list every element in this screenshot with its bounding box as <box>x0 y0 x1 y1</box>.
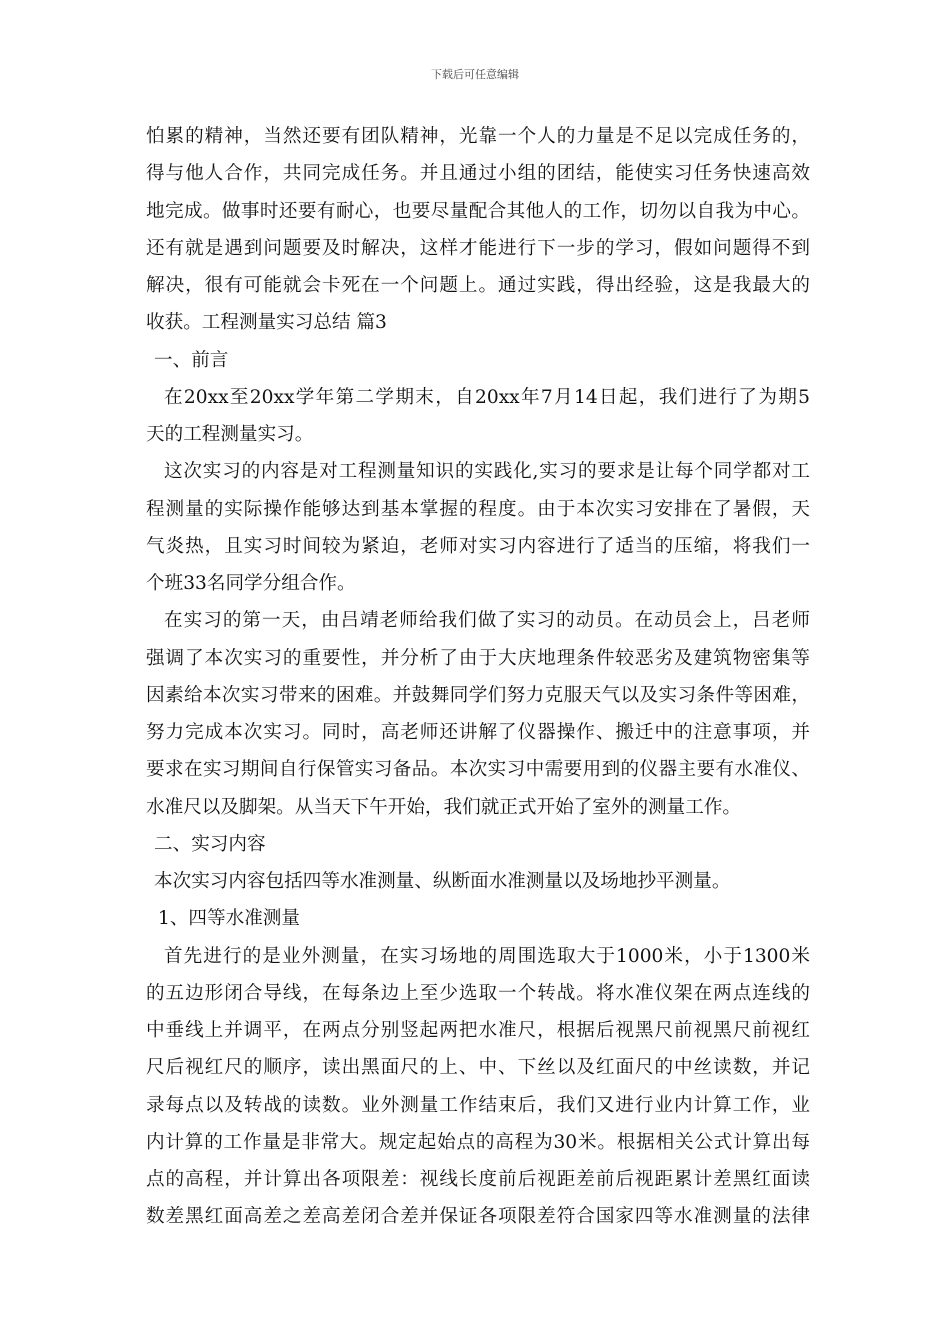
document-body <box>146 118 810 1236</box>
text-line: 因素给本次实习带来的困难。并鼓舞同学们努力克服天气以及实习条件等困难， <box>146 684 810 706</box>
text-line: 点的高程，并计算出各项限差：视线长度前后视距差前后视距累计差黑红面读 <box>146 1169 810 1190</box>
text-line: 个班33名同学分组合作。 <box>146 573 356 594</box>
text-line: 尺后视红尺的顺序，读出黑面尺的上、中、下丝以及红面尺的中丝读数，并记 <box>146 1057 810 1079</box>
text-line: 天的工程测量实习。 <box>146 424 314 445</box>
text-line: 首先进行的是业外测量，在实习场地的周围选取大于1000米，小于1300米 <box>164 945 810 967</box>
text-line: 怕累的精神，当然还要有团队精神，光靠一个人的力量是不足以完成任务的， <box>146 126 810 147</box>
text-line: 数差黑红面高差之差高差闭合差并保证各项限差符合国家四等水准测量的法律 <box>146 1206 810 1228</box>
page-header: 下载后可任意编辑 <box>431 68 519 81</box>
text-line: 中垂线上并调平，在两点分别竖起两把水准尺，根据后视黑尺前视黑尺前视红 <box>146 1020 810 1041</box>
text-line: 内计算的工作量是非常大。规定起始点的高程为30米。根据相关公式计算出每 <box>146 1131 810 1153</box>
text-line: 解决，很有可能就会卡死在一个问题上。通过实践，得出经验，这是我最大的 <box>146 275 810 296</box>
text-line: 在实习的第一天，由吕靖老师给我们做了实习的动员。在动员会上，吕老师 <box>164 610 810 632</box>
section-heading: 二、实习内容 <box>154 833 266 855</box>
text-line: 录每点以及转战的读数。业外测量工作结束后，我们又进行业内计算工作，业 <box>146 1094 810 1116</box>
text-line: 收获。工程测量实习总结 篇3 <box>146 312 387 334</box>
text-line: 努力完成本次实习。同时，高老师还讲解了仪器操作、搬迁中的注意事项，并 <box>146 722 810 743</box>
text-line: 气炎热，且实习时间较为紧迫，老师对实习内容进行了适当的压缩，将我们一 <box>146 535 810 557</box>
text-line: 程测量的实际操作能够达到基本掌握的程度。由于本次实习安排在了暑假，天 <box>146 498 810 520</box>
text-line: 要求在实习期间自行保管实习备品。本次实习中需要用到的仪器主要有水准仪、 <box>146 759 810 781</box>
text-line: 得与他人合作，共同完成任务。并且通过小组的团结，能使实习任务快速高效 <box>146 163 810 185</box>
text-line: 在20xx至20xx学年第二学期末，自20xx年7月14日起，我们进行了为期5 <box>164 386 810 408</box>
text-line: 的五边形闭合导线，在每条边上至少选取一个转战。将水准仪架在两点连线的 <box>146 982 810 1004</box>
text-line: 水准尺以及脚架。从当天下午开始，我们就正式开始了室外的测量工作。 <box>146 796 742 818</box>
subsection-heading: 1、四等水准测量 <box>158 908 300 930</box>
text-line: 地完成。做事时还要有耐心，也要尽量配合其他人的工作，切勿以自我为中心。 <box>146 200 810 222</box>
section-heading: 一、前言 <box>154 349 229 371</box>
text-line: 还有就是遇到问题要及时解决，这样才能进行下一步的学习，假如问题得不到 <box>146 237 810 259</box>
text-line: 本次实习内容包括四等水准测量、纵断面水准测量以及场地抄平测量。 <box>154 871 731 892</box>
text-line: 强调了本次实习的重要性，并分析了由于大庆地理条件较恶劣及建筑物密集等 <box>146 647 810 669</box>
text-line: 这次实习的内容是对工程测量知识的实践化,实习的要求是让每个同学都对工 <box>164 461 810 483</box>
